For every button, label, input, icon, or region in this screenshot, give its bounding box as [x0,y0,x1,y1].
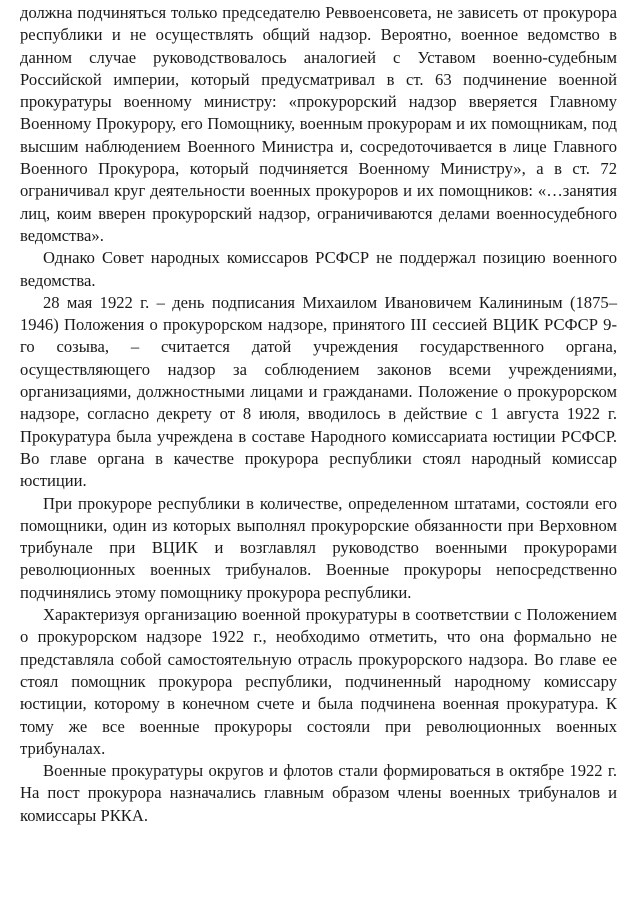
paragraph: Однако Совет народных комиссаров РСФСР не поддержал позицию военного ведомства. [20,248,617,290]
paragraph: 28 мая 1922 г. – день подписания Михаилом Ивановичем Калининым (1875–1946) Положения о прокурорском надзоре, принятого III сессией ВЦИК РСФСР 9-го созыва, – считается датой учреждения государственного органа, осуществляющего надзор за соблюдением законов всеми учреждениями, организациями, должностными лицами и гражданами. Положение о прокурорском надзоре, согласно декрету от 8 июля, вводилось в действие с 1 августа 1922 г. Прокуратура была учреждена в составе Народного комиссариата юстиции РСФСР. Во главе органа в качестве прокурора республики стоял народный комиссар юстиции. [20,292,617,491]
paragraph: Военные прокуратуры округов и флотов стали формироваться в октябре 1922 г. На пост прокурора назначались главным образом члены военных трибуналов и комиссары РККА. [20,761,617,825]
paragraph: При прокуроре республики в количестве, определенном штатами, состояли его помощники, один из которых выполнял прокурорские обязанности при Верховном трибунале при ВЦИК и возглавлял руководство военными прокурорами революционных военных трибуналов. Военные прокуроры непосредственно подчинялись этому помощнику прокурора республики. [20,493,617,602]
paragraph-continued: должна подчиняться только председателю Реввоенсовета, не зависеть от прокурора республики и не осуществлять общий надзор. Вероятно, военное ведомство в данном случае руководствовалось аналогией с Уставом военно-судебным Российской империи, который предусматривал в ст. 63 подчинение военной прокуратуры военному министру: «прокурорский надзор вверяется Главному Военному Прокурору, его Помощнику, военным прокурорам и их помощникам, под высшим наблюдением Военного Министра и, сосредоточивается в лице Главного Военного Прокурора, который подчиняется Военному Министру», а в ст. 72 ограничивал круг деятельности военных прокуроров и их помощников: «…занятия лиц, коим вверен прокурорский надзор, ограничиваются делами военносудебного ведомства». [20,3,617,245]
paragraph: Характеризуя организацию военной прокуратуры в соответствии с Положением о прокурорском надзоре 1922 г., необходимо отметить, что она формально не представляла собой самостоятельную отрасль прокурорского надзора. Во главе ее стоял помощник прокурора республики, подчиненный народному комиссару юстиции, которому в конечном счете и была подчинена военная прокуратура. К тому же все военные прокуроры состояли при революционных военных трибуналах. [20,605,617,758]
